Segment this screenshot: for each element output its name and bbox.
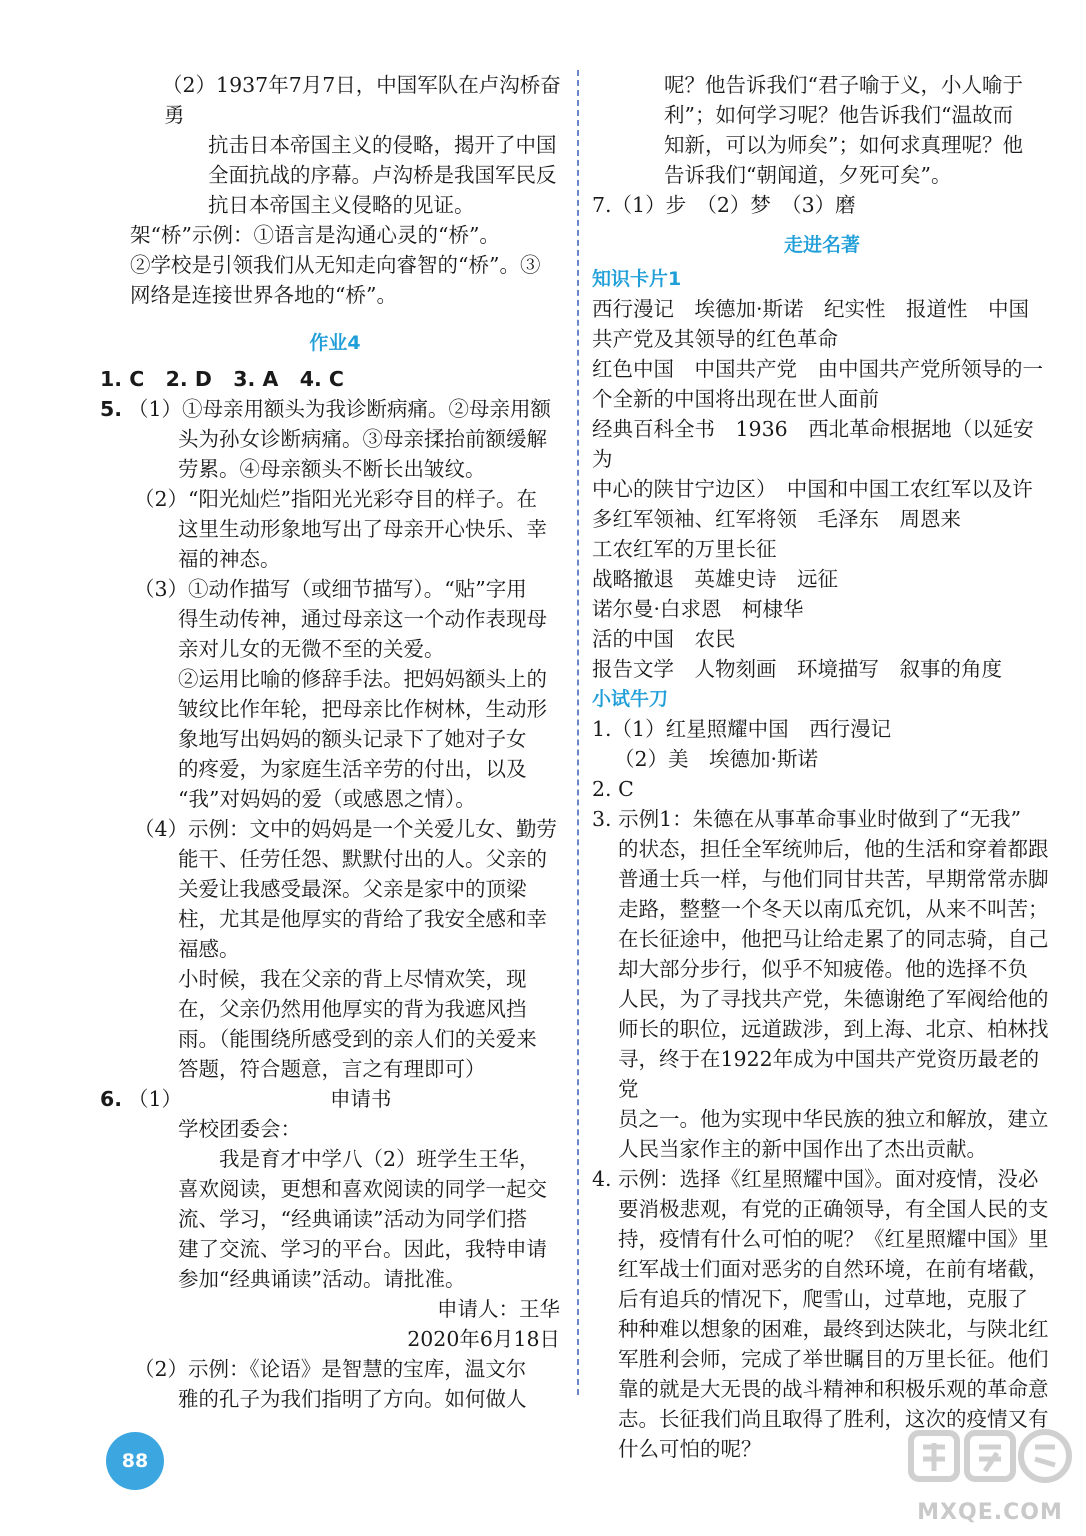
answer-line: 军胜利会师，完成了举世瞩目的万里长征。他们 [618, 1347, 1049, 1371]
answer-line: 走路，整整一个冬天以南瓜充饥，从来不叫苦； [618, 897, 1049, 921]
knowledge-card-heading: 知识卡片1 [592, 268, 682, 290]
answer-line: 抗日本帝国主义侵略的见证。 [208, 193, 475, 217]
question-number: 6. [100, 1087, 123, 1111]
answer-line: 雅的孔子为我们指明了方向。如何做人 [178, 1387, 527, 1411]
answer-line: 种种难以想象的困难，最终到达陕北，与陕北红 [618, 1317, 1049, 1341]
answer-line: 答题，符合题意，言之有理即可） [178, 1057, 486, 1081]
letter-body-line: 喜欢阅读，更想和喜欢阅读的同学一起交 [178, 1177, 547, 1201]
answer-line: 4. 示例：选择《红星照耀中国》。面对疫情，没必 [592, 1167, 1039, 1191]
answer-line: 雨。（能围绕所感受到的亲人们的关爱来 [178, 1027, 537, 1051]
answer-line: （2）“阳光灿烂”指阳光光彩夺目的样子。在 [134, 487, 538, 511]
letter-body-line: 参加“经典诵读”活动。请批准。 [178, 1267, 466, 1291]
practice-heading: 小试牛刀 [592, 688, 669, 710]
knowledge-line: 报告文学 人物刻画 环境描写 叙事的角度 [592, 657, 1002, 681]
answer-line: 人民当家作主的新中国作出了杰出贡献。 [618, 1137, 987, 1161]
letter-body-line: 流、学习，“经典诵读”活动为同学们搭 [178, 1207, 527, 1231]
answer-line: 呢？他告诉我们“君子喻于义，小人喻于 [664, 73, 1023, 97]
letter-signature: 申请人：王华 [437, 1297, 560, 1321]
answer-line: 抗击日本帝国主义的侵略，揭开了中国 [208, 133, 557, 157]
answer-line: 员之一。他为实现中华民族的独立和解放，建立 [618, 1107, 1049, 1131]
section-heading-homework-4: 作业4 [309, 332, 361, 354]
answer-line: 人民，为了寻找共产党，朱德谢绝了军阀给他的 [618, 987, 1049, 1011]
answer-line: 在长征途中，他把马让给走累了的同志骑，自己 [618, 927, 1049, 951]
answer-line: 寻，终于在1922年成为中国共产党资历最老的党 [618, 1047, 1040, 1101]
answer-line: 的疼爱，为家庭生活辛劳的付出，以及 [178, 757, 527, 781]
section-heading-classics: 走进名著 [783, 234, 860, 256]
answer-line: 却大部分步行，似乎不知疲倦。他的选择不负 [618, 957, 1028, 981]
answer-line: 7.（1）步 （2）梦 （3）磨 [592, 193, 856, 217]
answer-line: ②学校是引领我们从无知走向睿智的“桥”。③ [130, 253, 541, 277]
answer-line: （2）美 埃德加·斯诺 [614, 747, 819, 771]
answer-line: “我”对妈妈的爱（或感恩之情）。 [178, 787, 476, 811]
answer-line: （4）示例：文中的妈妈是一个关爱儿女、勤劳 [134, 817, 558, 841]
answer-line: 3. 示例1：朱德在从事革命事业时做到了“无我” [592, 807, 1022, 831]
answer-line: 皱纹比作年轮，把母亲比作树林，生动形 [178, 697, 547, 721]
answer-line: 2. C [592, 777, 634, 801]
answer-line: 的状态，担任全军统帅后，他的生活和穿着都跟 [618, 837, 1049, 861]
answer-line: 普通士兵一样，与他们同甘共苦，早期常常赤脚 [618, 867, 1049, 891]
answer-line: 亲对儿女的无微不至的关爱。 [178, 637, 445, 661]
watermark-url: MXQE.COM [917, 1500, 1063, 1525]
answer-line: ②运用比喻的修辞手法。把妈妈额头上的 [178, 667, 547, 691]
left-column [100, 70, 570, 1414]
answer-line: 持，疫情有什么可怕的呢？《红星照耀中国》里 [618, 1227, 1049, 1251]
answer-line: 1.（1）红星照耀中国 西行漫记 [592, 717, 892, 741]
answer-line: 能干、任劳任怨、默默付出的人。父亲的 [178, 847, 547, 871]
answer-line: 关爱让我感受最深。父亲是家中的顶梁 [178, 877, 527, 901]
answer-line: 后有追兵的情况下，爬雪山，过草地，克服了 [618, 1287, 1028, 1311]
answer-line: 1. C 2. D 3. A 4. C [100, 367, 344, 391]
answer-line: 象地写出妈妈的额头记录下了她对子女 [178, 727, 527, 751]
letter-salutation: 学校团委会： [178, 1117, 301, 1141]
answer-line: 这里生动形象地写出了母亲开心快乐、幸 [178, 517, 547, 541]
answer-line: 架“桥”示例：①语言是沟通心灵的“桥”。 [130, 223, 500, 247]
knowledge-line: 多红军领袖、红军将领 毛泽东 周恩来 [592, 507, 961, 531]
answer-line: 网络是连接世界各地的“桥”。 [130, 283, 397, 307]
knowledge-line: 诺尔曼·白求恩 柯棣华 [592, 597, 804, 621]
answer-line: 利”；如何学习呢？他告诉我们“温故而 [664, 103, 1013, 127]
answer-line: 全面抗战的序幕。卢沟桥是我国军民反 [208, 163, 557, 187]
knowledge-line: 中心的陕甘宁边区） 中国和中国工农红军以及许 [592, 477, 1033, 501]
answer-line: 要消极悲观，有党的正确领导，有全国人民的支 [618, 1197, 1049, 1221]
answer-line: （3）①动作描写（或细节描写）。“贴”字用 [134, 577, 527, 601]
answer-line: （2）1937年7月7日，中国军队在卢沟桥奋勇 [162, 73, 561, 127]
answer-line: 靠的就是大无畏的战斗精神和积极乐观的革命意 [618, 1377, 1049, 1401]
column-divider [577, 70, 579, 1395]
answer-line: 知新，可以为师矣”；如何求真理呢？他 [664, 133, 1023, 157]
knowledge-line: 战略撤退 英雄史诗 远征 [592, 567, 838, 591]
answer-line: 柱，尤其是他厚实的背给了我安全感和幸 [178, 907, 547, 931]
knowledge-line: 经典百科全书 1936 西北革命根据地（以延安为 [592, 417, 1034, 471]
answer-line: 在，父亲仍然用他厚实的背为我遮风挡 [178, 997, 527, 1021]
sub-question-label: （1） [128, 1087, 183, 1111]
knowledge-line: 个全新的中国将出现在世人面前 [592, 387, 879, 411]
question-number: 5. [100, 397, 123, 421]
page-number-badge: 88 [106, 1432, 164, 1490]
answer-line: （2）示例：《论语》是智慧的宝库，温文尔 [134, 1357, 527, 1381]
right-column [592, 70, 1052, 1464]
knowledge-line: 红色中国 中国共产党 由中国共产党所领导的一 [592, 357, 1043, 381]
answer-line: 告诉我们“朝闻道，夕死可矣”。 [664, 163, 952, 187]
answer-line: 师长的职位，远道跋涉，到上海、北京、柏林找 [618, 1017, 1049, 1041]
letter-body-line: 我是育才中学八（2）班学生王华， [178, 1147, 540, 1171]
knowledge-line: 活的中国 农民 [592, 627, 736, 651]
letter-date: 2020年6月18日 [407, 1327, 560, 1351]
letter-body-line: 建了交流、学习的平台。因此，我特申请 [178, 1237, 547, 1261]
answer-line: 福的神态。 [178, 547, 281, 571]
answer-line: （1）①母亲用额头为我诊断病痛。②母亲用额 [128, 397, 552, 421]
answer-line: 得生动传神，通过母亲这一个动作表现母 [178, 607, 547, 631]
answer-line: 劳累。④母亲额头不断长出皱纹。 [178, 457, 486, 481]
answer-line: 福感。 [178, 937, 240, 961]
knowledge-line: 共产党及其领导的红色革命 [592, 327, 838, 351]
answer-line: 红军战士们面对恶劣的自然环境，在前有堵截， [618, 1257, 1049, 1281]
answer-line: 志。长征我们尚且取得了胜利，这次的疫情又有 [618, 1407, 1049, 1431]
answer-line: 小时候，我在父亲的背上尽情欢笑，现 [178, 967, 527, 991]
answer-line: 什么可怕的呢？ [618, 1437, 762, 1461]
answer-line: 头为孙女诊断病痛。③母亲揉抬前额缓解 [178, 427, 547, 451]
letter-title: 申请书 [330, 1087, 392, 1111]
knowledge-line: 工农红军的万里长征 [592, 537, 777, 561]
knowledge-line: 西行漫记 埃德加·斯诺 纪实性 报道性 中国 [592, 297, 1030, 321]
